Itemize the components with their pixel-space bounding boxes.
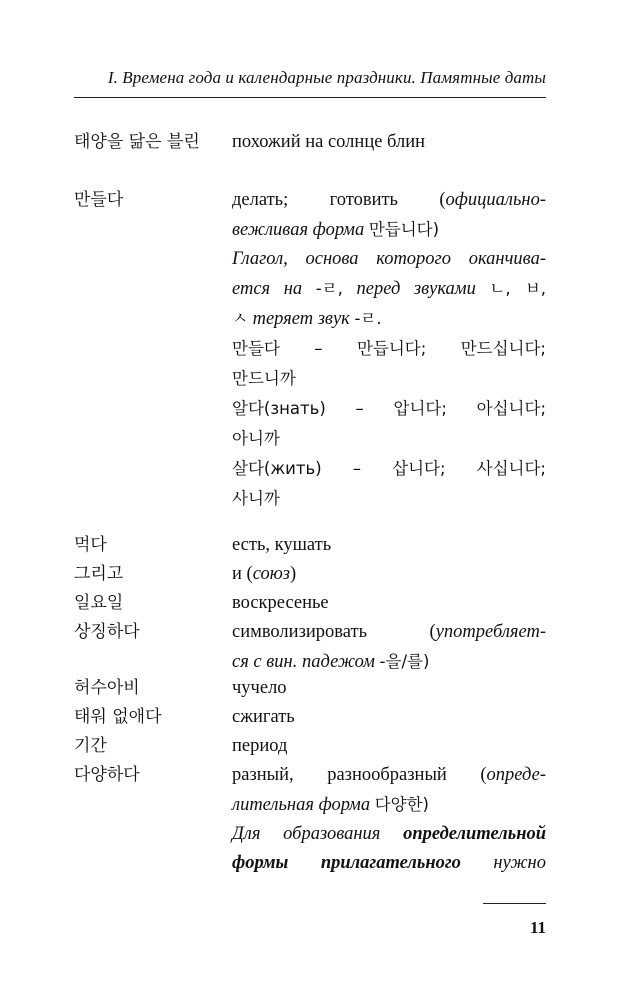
definition: сжигать [232, 707, 295, 727]
header-rule [74, 97, 546, 98]
definition-line [232, 454, 546, 484]
definition-line [232, 334, 546, 364]
definition-note: вежливая форма [232, 220, 365, 240]
definition-text: ) [289, 564, 297, 584]
definition-line [232, 186, 546, 215]
korean-term: 만들다 [74, 190, 124, 210]
korean-term: 기간 [74, 736, 107, 756]
definition: период [232, 736, 288, 756]
korean-term: 다양하다 [74, 765, 140, 785]
grammar-note: нужно [493, 853, 546, 873]
korean-form: 만듭니다) [368, 220, 440, 239]
definition-line [232, 245, 546, 274]
definition [232, 761, 546, 878]
korean-form: -ㄹ. [354, 309, 382, 328]
grammar-note: теряет звук [252, 309, 350, 329]
definition-note: употребляет- [435, 622, 546, 642]
korean-example: 만들다 – 만듭니다; 만드십니다; [232, 339, 546, 358]
definition-line [232, 849, 546, 878]
definition-text: делать; готовить ( [232, 190, 446, 210]
korean-form: -을/를) [379, 652, 430, 671]
grammar-note: Глагол, основа которого оканчива- [232, 249, 546, 269]
definition-note: союз [252, 564, 290, 584]
definition-text: разный, разнообразный ( [232, 765, 487, 785]
korean-example: 살다(жить) – 삽니다; 사십니다; [232, 459, 546, 478]
footer-rule [483, 903, 546, 904]
definition-note: официально- [445, 190, 546, 210]
definition-line [232, 364, 546, 394]
korean-form: 다양한) [374, 795, 429, 814]
definition-line [232, 761, 546, 790]
definition [232, 186, 546, 514]
definition-line [232, 790, 546, 820]
definition-line [232, 820, 546, 849]
grammar-note: перед звуками [356, 279, 476, 299]
grammar-note-bold: определительной [403, 824, 546, 844]
korean-form: ㄴ, ㅂ, [489, 279, 547, 298]
definition: чучело [232, 678, 287, 698]
running-header: I. Времена года и календарные праздники. Памятные даты [107, 68, 546, 87]
grammar-note: ется на [232, 279, 303, 299]
grammar-note-bold: формы прилагательного [232, 853, 461, 873]
korean-form: -ㄹ, [315, 279, 343, 298]
korean-term: 허수아비 [74, 678, 140, 698]
korean-term: 일요일 [74, 593, 124, 613]
definition-note: опреде- [486, 765, 546, 785]
korean-form: ㅅ [232, 309, 248, 328]
grammar-note: Для образования [232, 824, 381, 844]
definition-line [232, 484, 546, 514]
definition-text: и ( [232, 564, 253, 584]
definition-line [232, 215, 546, 245]
definition: есть, кушать [232, 535, 332, 555]
definition: воскресенье [232, 593, 329, 613]
korean-term: 태워 없애다 [74, 707, 162, 727]
korean-example: 사니까 [232, 489, 280, 508]
definition-line [232, 618, 546, 647]
definition: похожий на солнце блин [232, 132, 426, 152]
korean-example: 알다(знать) – 압니다; 아십니다; [232, 399, 546, 418]
definition-line [232, 304, 546, 334]
definition-text: символизировать ( [232, 622, 436, 642]
korean-term: 그리고 [74, 564, 124, 584]
korean-example: 아니까 [232, 429, 280, 448]
korean-example: 만드니까 [232, 369, 296, 388]
page-number: 11 [529, 918, 546, 937]
definition-note: лительная форма [232, 795, 371, 815]
definition [232, 618, 546, 677]
definition-line [232, 394, 546, 424]
korean-term: 상징하다 [74, 622, 140, 642]
definition-note: ся с вин. падежом [232, 652, 375, 672]
definition-line [232, 647, 546, 677]
definition-line [232, 424, 546, 454]
korean-term: 먹다 [74, 535, 107, 555]
definition [232, 560, 546, 589]
definition-line [232, 274, 546, 304]
korean-term: 태양을 닮은 블린 [74, 132, 200, 152]
